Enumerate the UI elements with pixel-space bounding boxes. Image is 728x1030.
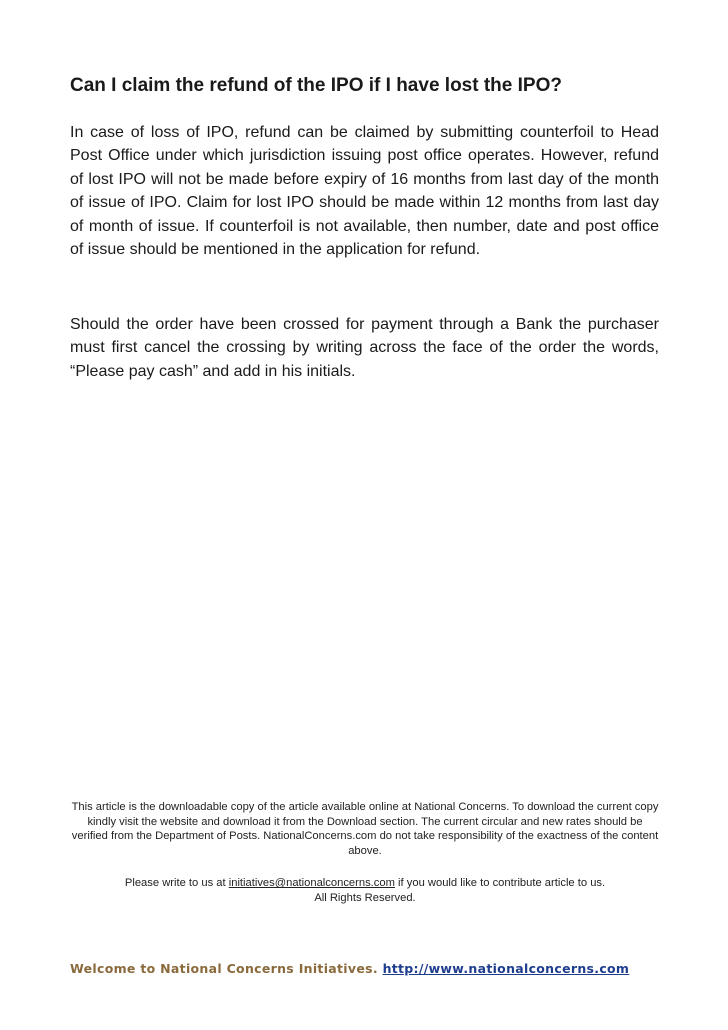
article-paragraph-crossed-order: Should the order have been crossed for payment through a Bank the purchaser must first cancel the crossing by writing across the face of the order the words, “Please pay cash” and add in his initials. [70,316,659,380]
page-footer [70,961,629,976]
footer-website-link[interactable]: http://www.nationalconcerns.com [382,961,630,976]
footer-welcome-text: Welcome to National Concerns Initiatives. [70,961,378,976]
contact-line [68,876,662,891]
disclaimer-text: This article is the downloadable copy of the article available online at National Concerns. To download the current copy kindly visit the website and download it from the Download section. The current circular and new rates should be verified from the Department of Posts. NationalConcerns.com do not take responsibility of the exactness of the content above. [71,801,659,857]
contact-email-link[interactable]: initiatives@nationalconcerns.com [228,877,395,890]
contact-suffix: if you would like to contribute article to us. [398,877,606,890]
article-title: Can I claim the refund of the IPO if I have lost the IPO? [70,75,562,96]
disclaimer-block [68,800,662,906]
article-paragraph-refund-claim: In case of loss of IPO, refund can be claimed by submitting counterfoil to Head Post Office under which jurisdiction issuing post office operates. However, refund of lost IPO will not be made before expiry of 16 months from last day of the month of issue of IPO. Claim for lost IPO should be made within 12 months from last day of month of issue. If counterfoil is not available, then number, date and post office of issue should be mentioned in the application for refund. [70,124,659,259]
contact-prefix: Please write to us at [124,877,226,890]
rights-notice: All Rights Reserved. [314,891,416,904]
